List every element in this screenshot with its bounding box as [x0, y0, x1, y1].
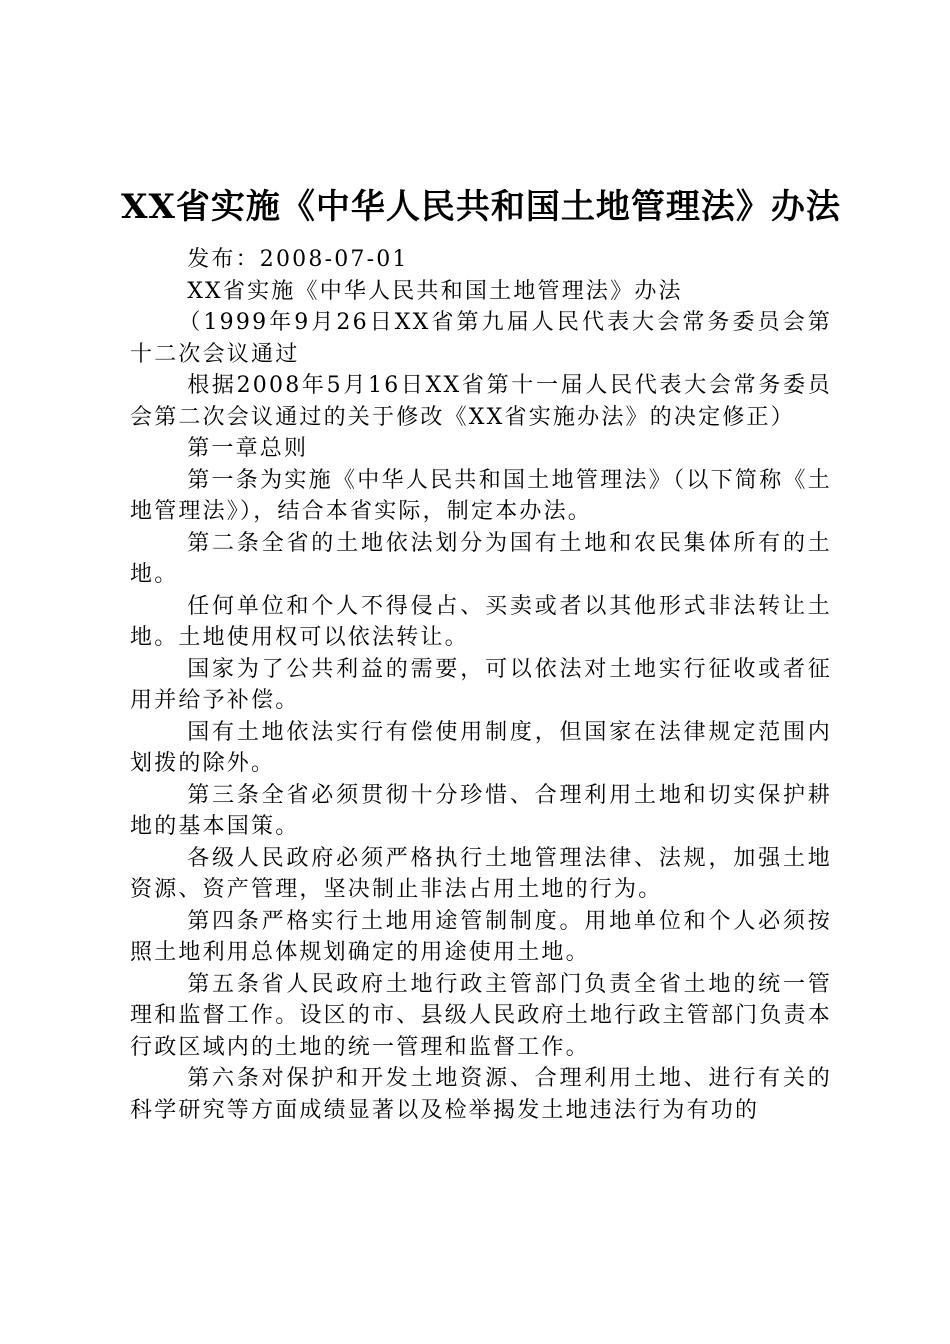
document-subtitle: XX省实施《中华人民共和国土地管理法》办法 — [187, 278, 683, 304]
adoption-note: （1999年9月26日XX省第九届人民代表大会常务委员会第十二次会议通过 — [130, 310, 832, 367]
chapter-heading: 第一章总则 — [187, 436, 309, 461]
article-paragraph: 第五条省人民政府土地行政主管部门负责全省土地的统一管理和监督工作。设区的市、县级人民政府土地行政主管部门负责本行政区域内的土地的统一管理和监督工作。 — [130, 971, 832, 1060]
article-paragraph: 国家为了公共利益的需要，可以依法对土地实行征收或者征用并给予补偿。 — [130, 656, 832, 713]
article-paragraph: 第六条对保护和开发土地资源、合理利用土地、进行有关的科学研究等方面成绩显著以及检举揭发土地违法行为有功的 — [130, 1066, 832, 1123]
document-body — [130, 244, 832, 1126]
article-paragraph: 第二条全省的土地依法划分为国有土地和农民集体所有的土地。 — [130, 530, 832, 587]
article-paragraph: 各级人民政府必须严格执行土地管理法律、法规，加强土地资源、资产管理，坚决制止非法占用土地的行为。 — [130, 845, 832, 902]
amendment-note: 根据2008年5月16日XX省第十一届人民代表大会常务委员会第二次会议通过的关于修改《XX省实施办法》的决定修正） — [130, 373, 832, 430]
article-paragraph: 任何单位和个人不得侵占、买卖或者以其他形式非法转让土地。土地使用权可以依法转让。 — [130, 593, 832, 650]
document-title: XX省实施《中华人民共和国土地管理法》办法 — [121, 187, 841, 227]
article-paragraph: 第三条全省必须贯彻十分珍惜、合理利用土地和切实保护耕地的基本国策。 — [130, 782, 832, 839]
article-paragraph: 第四条严格实行土地用途管制制度。用地单位和个人必须按照土地利用总体规划确定的用途使用土地。 — [130, 908, 832, 965]
article-paragraph: 国有土地依法实行有偿使用制度，但国家在法律规定范围内划拨的除外。 — [130, 719, 832, 776]
article-paragraph: 第一条为实施《中华人民共和国土地管理法》（以下简称《土地管理法》），结合本省实际，制定本办法。 — [130, 467, 832, 524]
publish-date: 发布：2008-07-01 — [187, 247, 409, 272]
